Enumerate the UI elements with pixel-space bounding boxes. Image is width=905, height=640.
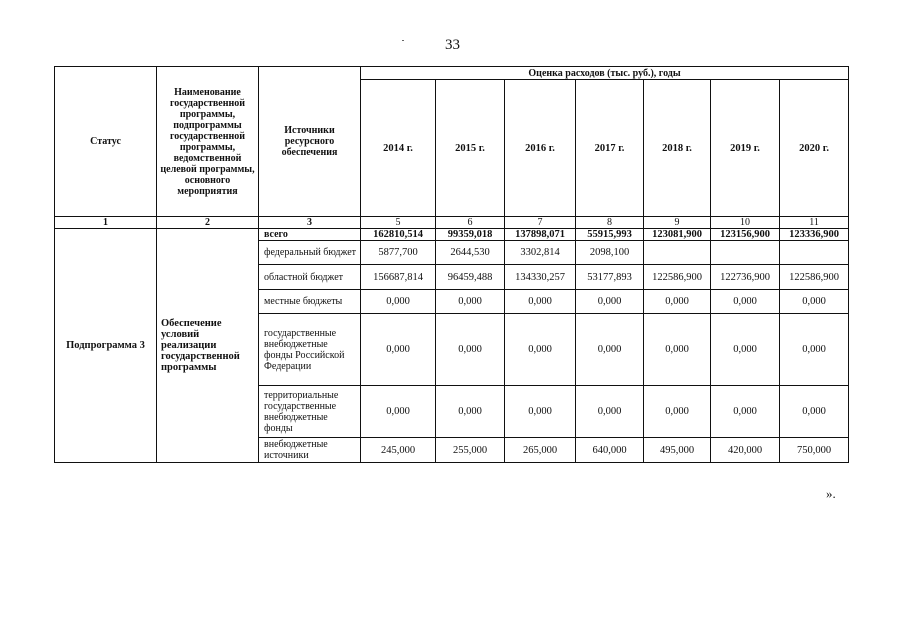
value-cell: 0,000 [576,290,644,314]
value-cell: 0,000 [576,386,644,438]
value-cell: 0,000 [576,314,644,386]
funding-source: областной бюджет [259,265,361,290]
value-cell: 0,000 [711,386,780,438]
value-cell: 0,000 [780,290,849,314]
column-number: 3 [259,217,361,229]
value-cell: 0,000 [780,386,849,438]
value-cell: 0,000 [436,290,505,314]
value-cell: 122586,900 [780,265,849,290]
value-cell: 123156,900 [711,229,780,241]
funding-source: территориальные государственные внебюджетные фонды [259,386,361,438]
column-number: 6 [436,217,505,229]
value-cell: 0,000 [644,290,711,314]
column-number: 8 [576,217,644,229]
header-status: Статус [55,67,157,217]
column-number: 7 [505,217,576,229]
value-cell: 0,000 [780,314,849,386]
value-cell [711,241,780,265]
value-cell: 134330,257 [505,265,576,290]
value-cell: 2098,100 [576,241,644,265]
column-number: 1 [55,217,157,229]
value-cell: 0,000 [644,314,711,386]
value-cell: 99359,018 [436,229,505,241]
header-year: 2019 г. [711,80,780,217]
budget-table [54,66,849,463]
funding-source: внебюджетные источники [259,438,361,463]
value-cell: 122736,900 [711,265,780,290]
value-cell: 96459,488 [436,265,505,290]
page-number: 33 [445,37,460,53]
value-cell: 0,000 [361,290,436,314]
value-cell: 0,000 [361,314,436,386]
value-cell [644,241,711,265]
column-number: 9 [644,217,711,229]
closing-mark: ». [826,486,836,501]
header-year: 2014 г. [361,80,436,217]
value-cell: 265,000 [505,438,576,463]
value-cell: 53177,893 [576,265,644,290]
header-year: 2016 г. [505,80,576,217]
column-number: 10 [711,217,780,229]
funding-source: федеральный бюджет [259,241,361,265]
value-cell: 156687,814 [361,265,436,290]
header-year: 2017 г. [576,80,644,217]
value-cell: 0,000 [711,290,780,314]
value-cell: 0,000 [436,314,505,386]
value-cell: 137898,071 [505,229,576,241]
value-cell: 0,000 [644,386,711,438]
column-number: 2 [157,217,259,229]
value-cell: 0,000 [361,386,436,438]
funding-source: государственные внебюджетные фонды Российской Федерации [259,314,361,386]
value-cell: 122586,900 [644,265,711,290]
header-year: 2015 г. [436,80,505,217]
header-estimate: Оценка расходов (тыс. руб.), годы [361,67,849,80]
column-number: 11 [780,217,849,229]
value-cell: 495,000 [644,438,711,463]
value-cell: 0,000 [436,386,505,438]
value-cell: 245,000 [361,438,436,463]
value-cell [780,241,849,265]
value-cell: 162810,514 [361,229,436,241]
header-year: 2018 г. [644,80,711,217]
value-cell: 420,000 [711,438,780,463]
value-cell: 255,000 [436,438,505,463]
header-year: 2020 г. [780,80,849,217]
value-cell: 55915,993 [576,229,644,241]
value-cell: 123081,900 [644,229,711,241]
value-cell: 123336,900 [780,229,849,241]
funding-source: всего [259,229,361,241]
header-sources: Источники ресурсного обеспечения [259,67,361,217]
value-cell: 5877,700 [361,241,436,265]
column-number: 5 [361,217,436,229]
value-cell: 640,000 [576,438,644,463]
value-cell: 0,000 [711,314,780,386]
value-cell: 2644,530 [436,241,505,265]
funding-source: местные бюджеты [259,290,361,314]
value-cell: 0,000 [505,386,576,438]
value-cell: 750,000 [780,438,849,463]
value-cell: 3302,814 [505,241,576,265]
header-name: Наименование государственной программы, подпрограммы государственной программы, ведомственной целевой программы, основного мероприятия [157,67,259,217]
row-status: Подпрограмма 3 [55,229,157,463]
table-row [55,229,849,241]
value-cell: 0,000 [505,290,576,314]
value-cell: 0,000 [505,314,576,386]
row-program-name: Обеспечение условий реализации государственной программы [157,229,259,463]
